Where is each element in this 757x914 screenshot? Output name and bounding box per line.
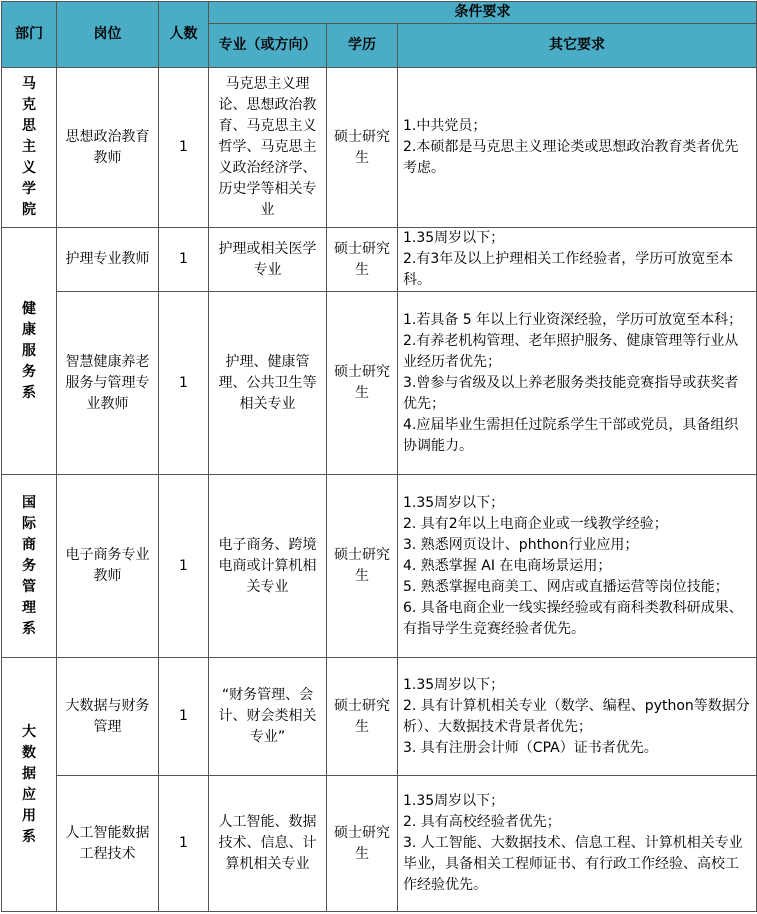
requirement-line: 4.应届毕业生需担任过院系学生干部或党员，具备组织协调能力。 xyxy=(403,416,739,454)
dept-cell xyxy=(2,228,57,475)
requirement-line: 3. 熟悉网页设计、phthon行业应用； xyxy=(403,536,639,553)
requirement-line: 2. 具有2年以上电商企业或一线教学经验； xyxy=(403,515,668,532)
table-row xyxy=(2,475,757,658)
requirement-line: 2.本硕都是马克思主义理论类或思想政治教育类者优先考虑。 xyxy=(403,139,739,176)
requirements-cell xyxy=(398,658,757,776)
requirements-cell xyxy=(398,68,757,228)
education-cell: 硕士研究生 xyxy=(327,68,398,228)
recruitment-table xyxy=(1,1,757,912)
table-row xyxy=(2,292,757,475)
major-cell: 护理、健康管理、公共卫生等相关专业 xyxy=(209,292,327,475)
education-cell: 硕士研究生 xyxy=(327,292,398,475)
header-other: 其它要求 xyxy=(398,24,757,68)
requirement-line: 1.35周岁以下； xyxy=(403,230,505,246)
position-cell: 电子商务专业教师 xyxy=(57,475,159,658)
education-cell: 硕士研究生 xyxy=(327,776,398,912)
requirement-line: 5. 熟悉掌握电商美工、网店或直播运营等岗位技能； xyxy=(403,578,729,595)
table-row xyxy=(2,658,757,776)
count-cell: 1 xyxy=(159,658,209,776)
requirement-line: 2.有3年及以上护理相关工作经验者，学历可放宽至本科。 xyxy=(403,251,734,288)
requirement-line: 2.有养老机构管理、老年照护服务、健康管理等行业从业经历者优先； xyxy=(403,332,739,370)
dept-name: 大数据应用系 xyxy=(22,723,36,845)
position-cell: 思想政治教育教师 xyxy=(57,68,159,228)
header-position: 岗位 xyxy=(57,2,159,68)
requirement-line: 2. 具有高校经验者优先； xyxy=(403,814,561,830)
requirement-line: 2. 具有计算机相关专业（数学、编程、python等数据分析）、大数据技术背景者优先； xyxy=(403,697,750,735)
position-cell: 人工智能数据工程技术 xyxy=(57,776,159,912)
education-cell: 硕士研究生 xyxy=(327,658,398,776)
header-count: 人数 xyxy=(159,2,209,68)
requirement-line: 3. 人工智能、大数据技术、信息工程、计算机相关专业毕业，具备相关工程师证书、有行政工作经验、高校工作经验优先。 xyxy=(403,835,743,893)
requirement-line: 1.35周岁以下； xyxy=(403,494,505,511)
requirement-line: 1.若具备 5 年以上行业资深经验，学历可放宽至本科； xyxy=(403,311,743,328)
header-dept: 部门 xyxy=(2,2,57,68)
count-cell: 1 xyxy=(159,776,209,912)
header-education: 学历 xyxy=(327,24,398,68)
requirements-cell xyxy=(398,228,757,292)
requirement-line: 1.35周岁以下； xyxy=(403,676,505,693)
requirement-line: 4. 熟悉掌握 AI 在电商场景运用； xyxy=(403,557,612,574)
dept-cell xyxy=(2,475,57,658)
header-conditions: 条件要求 xyxy=(209,2,757,24)
dept-cell xyxy=(2,658,57,912)
position-cell: 智慧健康养老服务与管理专业教师 xyxy=(57,292,159,475)
requirement-line: 3.曾参与省级及以上养老服务类技能竞赛指导或获奖者优先； xyxy=(403,374,739,412)
requirement-line: 1.35周岁以下； xyxy=(403,793,505,809)
requirement-line: 3. 具有注册会计师（CPA）证书者优先。 xyxy=(403,739,658,756)
position-cell: 大数据与财务管理 xyxy=(57,658,159,776)
position-cell: 护理专业教师 xyxy=(57,228,159,292)
requirement-line: 1.中共党员； xyxy=(403,118,487,134)
table-row xyxy=(2,228,757,292)
count-cell: 1 xyxy=(159,475,209,658)
count-cell: 1 xyxy=(159,68,209,228)
major-cell: 马克思主义理论、思想政治教育、马克思主义哲学、马克思主义政治经济学、历史学等相关专业 xyxy=(209,68,327,228)
requirements-cell xyxy=(398,776,757,912)
dept-name: 国际商务管理系 xyxy=(22,494,36,637)
count-cell: 1 xyxy=(159,228,209,292)
requirements-cell xyxy=(398,292,757,475)
count-cell: 1 xyxy=(159,292,209,475)
requirements-cell xyxy=(398,475,757,658)
major-cell: 电子商务、跨境电商或计算机相关专业 xyxy=(209,475,327,658)
education-cell: 硕士研究生 xyxy=(327,228,398,292)
dept-name: 马克思主义学院 xyxy=(22,76,36,218)
major-cell: 护理或相关医学专业 xyxy=(209,228,327,292)
table-row xyxy=(2,68,757,228)
requirement-line: 6. 具备电商企业一线实操经验或有商科类教科研成果、有指导学生竞赛经验者优先。 xyxy=(403,599,743,637)
major-cell: 人工智能、数据技术、信息、计算机相关专业 xyxy=(209,776,327,912)
education-cell: 硕士研究生 xyxy=(327,475,398,658)
dept-name: 健康服务系 xyxy=(22,300,36,401)
table-row xyxy=(2,776,757,912)
major-cell: “财务管理、会计、财会类相关专业” xyxy=(209,658,327,776)
dept-cell xyxy=(2,68,57,228)
header-major: 专业（或方向） xyxy=(209,24,327,68)
